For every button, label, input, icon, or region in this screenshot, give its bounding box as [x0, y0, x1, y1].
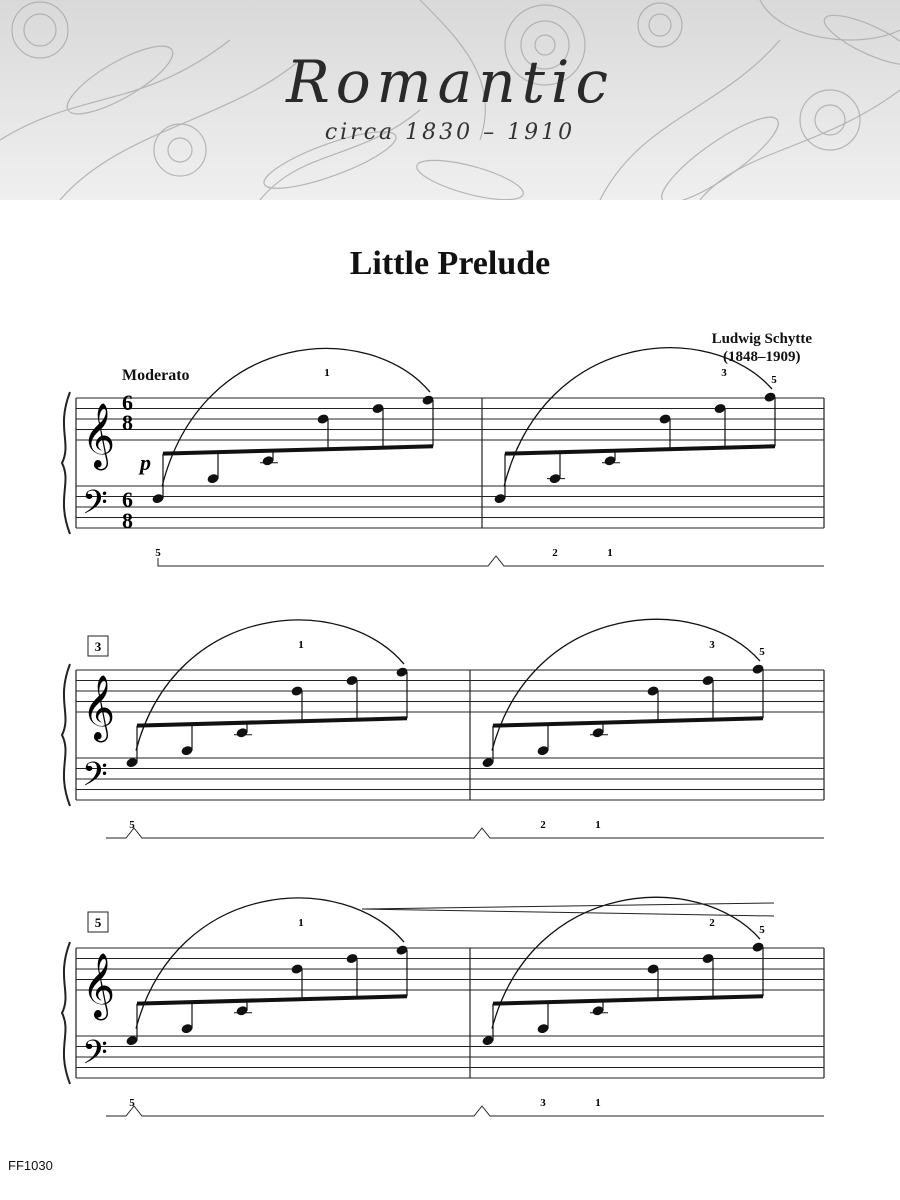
treble-clef-icon: 𝄞 — [82, 405, 116, 467]
lh-fingering: 5 — [129, 819, 135, 831]
beam — [493, 718, 763, 725]
lh-fingering: 1 — [595, 819, 601, 831]
lh-fingering: 5 — [155, 547, 161, 559]
bass-clef-icon: 𝄢 — [82, 756, 108, 801]
slur — [136, 620, 404, 751]
brace — [62, 942, 70, 1084]
rh-fingering: 2 — [709, 917, 715, 929]
rh-fingering: 5 — [771, 374, 777, 387]
lh-fingering: 1 — [595, 1097, 601, 1109]
slur — [492, 619, 760, 750]
treble-clef-icon: 𝄞 — [82, 955, 116, 1017]
bass-clef-icon: 𝄢 — [82, 1034, 108, 1079]
piece-title: Little Prelude — [349, 245, 551, 282]
lh-fingering: 1 — [607, 547, 613, 559]
system-3 — [62, 897, 824, 1116]
brace — [62, 664, 70, 806]
lh-fingering: 5 — [129, 1097, 135, 1109]
rh-fingering: 5 — [759, 924, 765, 937]
composer-name: Ludwig Schytte — [711, 331, 812, 347]
brace — [62, 392, 70, 534]
era-title: Romantic — [286, 48, 614, 116]
rh-fingering: 3 — [721, 367, 727, 379]
lh-fingering: 2 — [540, 819, 546, 831]
slur — [136, 898, 404, 1029]
rh-fingering: 3 — [709, 639, 715, 651]
treble-clef-icon: 𝄞 — [82, 677, 116, 739]
bass-clef-icon: 𝄢 — [82, 484, 108, 529]
catalog-number: FF1030 — [8, 1158, 53, 1173]
lh-fingering: 2 — [552, 547, 558, 559]
slur — [162, 348, 430, 486]
beam — [493, 996, 763, 1003]
rh-fingering: 5 — [759, 646, 765, 659]
slur — [504, 348, 772, 487]
system-1 — [62, 348, 824, 566]
rh-fingering: 1 — [298, 917, 304, 929]
time-sig-treble-bottom: 8 — [122, 410, 133, 435]
composer-dates: (1848–1909) — [723, 349, 801, 365]
lh-fingering: 3 — [540, 1097, 546, 1109]
time-sig-bass-top: 6 — [122, 487, 133, 512]
pedal-line — [106, 1106, 824, 1116]
rh-fingering: 1 — [298, 639, 304, 651]
crescendo-hairpin — [362, 903, 774, 916]
rh-fingering: 1 — [324, 367, 330, 379]
measure-number: 3 — [94, 639, 102, 654]
system-2 — [62, 619, 824, 838]
era-dates: circa 1830 – 1910 — [324, 120, 576, 145]
time-sig-treble-top: 6 — [122, 390, 133, 415]
pedal-line — [158, 556, 824, 566]
time-sig-bass-bottom: 8 — [122, 508, 133, 533]
systems-layer — [62, 348, 824, 1116]
slur — [492, 897, 760, 1028]
pedal-line — [106, 828, 824, 838]
tempo-marking: Moderato — [122, 367, 190, 384]
dynamic-marking: p — [140, 450, 151, 475]
beam — [137, 718, 407, 725]
measure-number: 5 — [94, 915, 102, 930]
beam — [137, 996, 407, 1003]
beam — [163, 446, 433, 453]
beam — [505, 446, 775, 453]
